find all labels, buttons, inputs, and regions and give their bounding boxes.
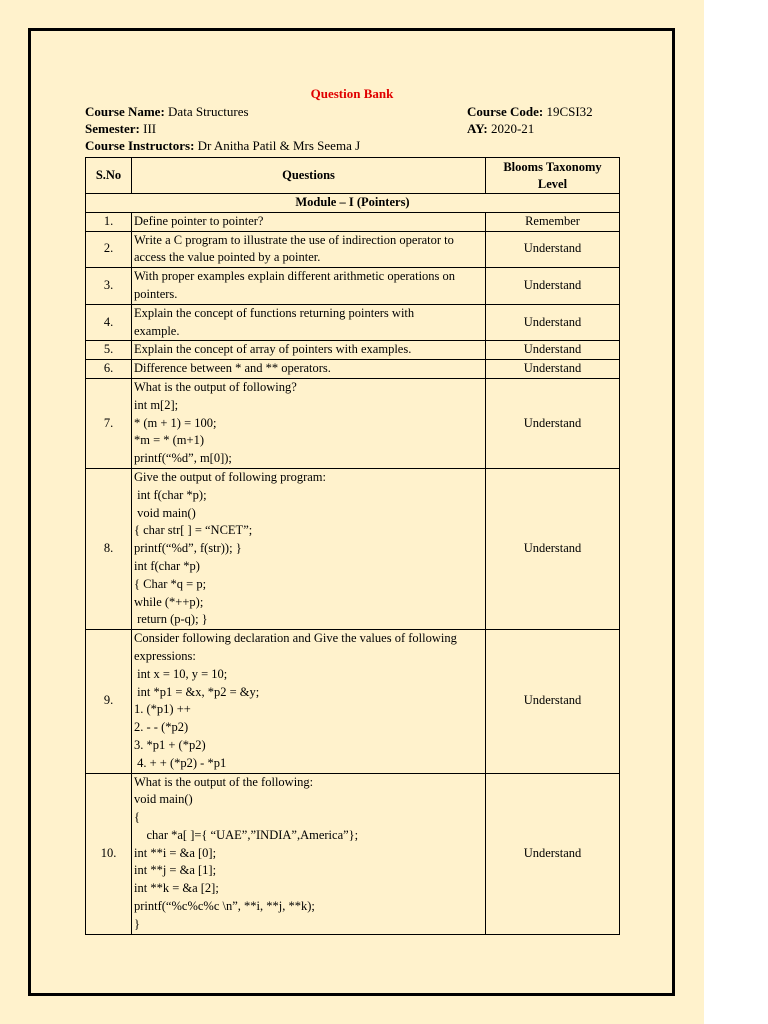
table-row bbox=[86, 341, 620, 360]
question-line: 1. (*p1) ++ bbox=[134, 702, 191, 717]
question-line: int m[2]; bbox=[134, 397, 179, 412]
question-number: 6. bbox=[86, 360, 132, 379]
question-text bbox=[132, 630, 486, 773]
question-number: 9. bbox=[86, 630, 132, 773]
question-line: printf(“%d”, f(str)); } bbox=[134, 541, 242, 556]
table-row bbox=[86, 773, 620, 934]
question-line: Give the output of following program: bbox=[134, 469, 326, 484]
question-line: void main() bbox=[134, 505, 196, 520]
question-number: 4. bbox=[86, 304, 132, 341]
question-text bbox=[132, 378, 486, 468]
question-number: 7. bbox=[86, 378, 132, 468]
header-sno: S.No bbox=[86, 158, 132, 194]
question-line: int f(char *p); bbox=[134, 487, 207, 502]
question-line: int *p1 = &x, *p2 = &y; bbox=[134, 684, 260, 699]
blooms-level: Understand bbox=[486, 630, 620, 773]
question-line: 4. + + (*p2) - *p1 bbox=[134, 755, 227, 770]
instructors-label: Course Instructors: bbox=[85, 138, 195, 153]
question-line: 3. *p1 + (*p2) bbox=[134, 737, 206, 752]
question-line: int **j = &a [1]; bbox=[134, 863, 217, 878]
question-line: printf(“%c%c%c \n”, **i, **j, **k); bbox=[134, 899, 315, 914]
question-number: 10. bbox=[86, 773, 132, 934]
table-row bbox=[86, 304, 620, 341]
question-line: return (p-q); } bbox=[134, 612, 208, 627]
question-line: access the value pointed by a pointer. bbox=[134, 250, 321, 265]
question-line: * (m + 1) = 100; bbox=[134, 415, 217, 430]
question-line: int **k = &a [2]; bbox=[134, 881, 219, 896]
question-line: Write a C program to illustrate the use of indirection operator to bbox=[134, 232, 454, 247]
question-line: Explain the concept of array of pointers with examples. bbox=[134, 342, 412, 357]
question-number: 1. bbox=[86, 212, 132, 231]
course-name-value: Data Structures bbox=[168, 104, 249, 119]
question-text bbox=[132, 341, 486, 360]
blooms-level: Understand bbox=[486, 360, 620, 379]
question-line: int x = 10, y = 10; bbox=[134, 666, 228, 681]
question-text bbox=[132, 773, 486, 934]
instructors bbox=[85, 138, 360, 154]
blooms-level: Understand bbox=[486, 468, 620, 629]
semester bbox=[85, 121, 156, 137]
semester-value: III bbox=[143, 121, 157, 136]
question-line: Consider following declaration and Give the values of following bbox=[134, 631, 457, 646]
question-number: 3. bbox=[86, 268, 132, 305]
question-text bbox=[132, 212, 486, 231]
question-text bbox=[132, 468, 486, 629]
table-row bbox=[86, 231, 620, 268]
table-row bbox=[86, 360, 620, 379]
question-line: *m = * (m+1) bbox=[134, 433, 204, 448]
question-text bbox=[132, 360, 486, 379]
question-line: example. bbox=[134, 323, 180, 338]
question-number: 2. bbox=[86, 231, 132, 268]
academic-year bbox=[467, 121, 534, 137]
blooms-level: Understand bbox=[486, 304, 620, 341]
question-line: printf(“%d”, m[0]); bbox=[134, 451, 232, 466]
question-number: 5. bbox=[86, 341, 132, 360]
question-line: Explain the concept of functions returning pointers with bbox=[134, 305, 415, 320]
table-body bbox=[86, 194, 620, 935]
table-row bbox=[86, 630, 620, 773]
question-line: What is the output of the following: bbox=[134, 774, 314, 789]
question-line: { Char *q = p; bbox=[134, 576, 207, 591]
instructors-value: Dr Anitha Patil & Mrs Seema J bbox=[197, 138, 361, 153]
question-text bbox=[132, 304, 486, 341]
question-line: expressions: bbox=[134, 648, 196, 663]
question-line: char *a[ ]={ “UAE”,”INDIA”,America”}; bbox=[134, 827, 359, 842]
table-row bbox=[86, 212, 620, 231]
course-code bbox=[467, 104, 593, 120]
question-line: Define pointer to pointer? bbox=[134, 213, 264, 228]
question-line: void main() bbox=[134, 792, 193, 807]
blooms-level: Remember bbox=[486, 212, 620, 231]
blooms-level: Understand bbox=[486, 231, 620, 268]
blooms-level: Understand bbox=[486, 378, 620, 468]
question-table bbox=[85, 157, 620, 935]
semester-label: Semester: bbox=[85, 121, 140, 136]
question-text bbox=[132, 231, 486, 268]
question-line: { char str[ ] = “NCET”; bbox=[134, 523, 253, 538]
course-code-value: 19CSI32 bbox=[546, 104, 593, 119]
academic-year-value: 2020-21 bbox=[490, 121, 535, 136]
question-line: } bbox=[134, 916, 140, 931]
blooms-level: Understand bbox=[486, 773, 620, 934]
blooms-level: Understand bbox=[486, 341, 620, 360]
blooms-level: Understand bbox=[486, 268, 620, 305]
question-line: With proper examples explain different arithmetic operations on bbox=[134, 269, 456, 284]
module-row bbox=[86, 194, 620, 213]
header-questions: Questions bbox=[132, 158, 486, 194]
course-name-label: Course Name: bbox=[85, 104, 165, 119]
academic-year-label: AY: bbox=[467, 121, 488, 136]
question-line: Difference between * and ** operators. bbox=[134, 361, 331, 376]
question-text bbox=[132, 268, 486, 305]
course-name bbox=[85, 104, 249, 120]
question-line: int **i = &a [0]; bbox=[134, 845, 217, 860]
header-blooms-level: Blooms Taxonomy Level bbox=[486, 158, 620, 194]
document-title: Question Bank bbox=[310, 86, 394, 101]
table-row bbox=[86, 378, 620, 468]
question-line: What is the output of following? bbox=[134, 379, 297, 394]
table-row bbox=[86, 468, 620, 629]
module-title: Module – I (Pointers) bbox=[86, 194, 620, 213]
table-row bbox=[86, 268, 620, 305]
question-line: 2. - - (*p2) bbox=[134, 720, 189, 735]
question-line: while (*++p); bbox=[134, 594, 204, 609]
question-line: { bbox=[134, 810, 140, 825]
question-number: 8. bbox=[86, 468, 132, 629]
course-code-label: Course Code: bbox=[467, 104, 544, 119]
table-header-row bbox=[86, 158, 620, 194]
question-line: int f(char *p) bbox=[134, 558, 200, 573]
question-line: pointers. bbox=[134, 286, 178, 301]
